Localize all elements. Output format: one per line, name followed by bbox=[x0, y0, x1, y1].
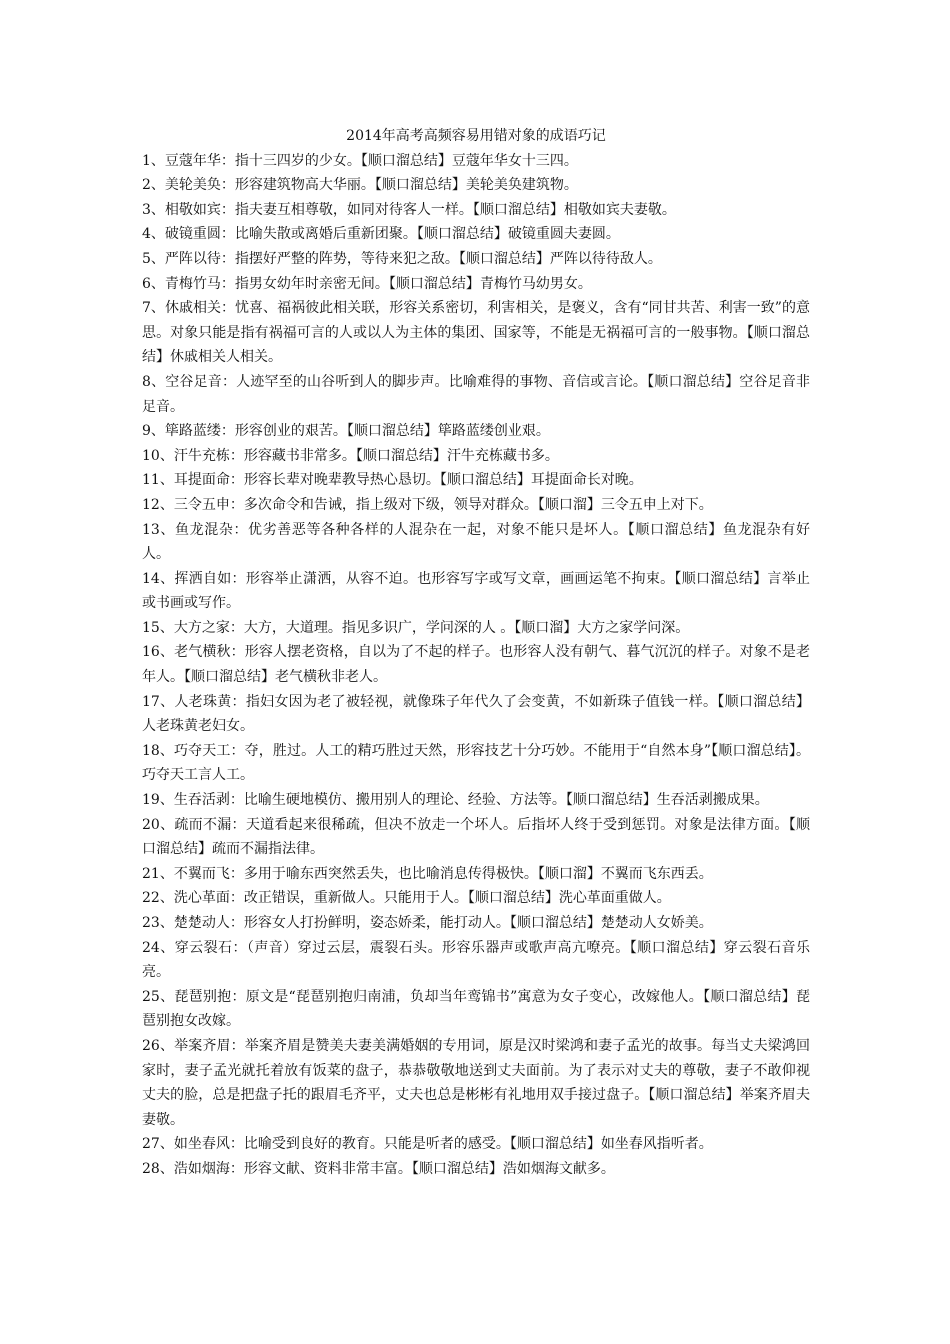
document-page bbox=[142, 124, 810, 1182]
idiom-entry-4: 4、破镜重圆：比喻失散或离婚后重新团聚。【顺口溜总结】破镜重圆夫妻圆。 bbox=[142, 226, 620, 243]
idiom-entry-6: 6、青梅竹马：指男女幼年时亲密无间。【顺口溜总结】青梅竹马幼男女。 bbox=[142, 275, 592, 292]
idiom-entry-19: 19、生吞活剥：比喻生硬地模仿、搬用别人的理论、经验、方法等。【顺口溜总结】生吞活剥搬成果。 bbox=[142, 792, 769, 809]
idiom-entry-13: 13、鱼龙混杂：优劣善恶等各种各样的人混杂在一起，对象不能只是坏人。【顺口溜总结】鱼龙混杂有好人。 bbox=[142, 521, 810, 563]
idiom-entry-26: 26、举案齐眉：举案齐眉是赞美夫妻美满婚姻的专用词，原是汉时梁鸿和妻子孟光的故事。每当丈夫梁鸿回家时，妻子孟光就托着放有饭菜的盘子，恭恭敬敬地送到丈夫面前。为了表示对丈夫的尊敬，妻子不敢仰视丈夫的脸，总是把盘子托的跟眉毛齐平，丈夫也总是彬彬有礼地用双手接过盘子。【顺口溜总结】举案齐眉夫妻敬。 bbox=[142, 1037, 810, 1128]
idiom-entry-23: 23、楚楚动人：形容女人打扮鲜明，姿态娇柔，能打动人。【顺口溜总结】楚楚动人女娇美。 bbox=[142, 915, 713, 931]
idiom-entry-27: 27、如坐春风：比喻受到良好的教育。只能是听者的感受。【顺口溜总结】如坐春风指听者。 bbox=[142, 1136, 713, 1153]
idiom-entry-12: 12、三令五申：多次命令和告诫，指上级对下级，领导对群众。【顺口溜】三令五申上对下。 bbox=[142, 496, 713, 513]
idiom-entry-1: 1、豆蔻年华：指十三四岁的少女。【顺口溜总结】豆蔻年华女十三四。 bbox=[142, 152, 578, 169]
idiom-entry-28: 28、浩如烟海：形容文献、资料非常丰富。【顺口溜总结】浩如烟海文献多。 bbox=[142, 1160, 615, 1177]
idiom-entry-8: 8、空谷足音：人迹罕至的山谷听到人的脚步声。比喻难得的事物、音信或言论。【顺口溜总结】空谷足音非足音。 bbox=[142, 373, 810, 415]
idiom-entry-15: 15、大方之家：大方，大道理。指见多识广，学问深的人 。【顺口溜】大方之家学问深。 bbox=[142, 619, 690, 636]
idiom-entry-20: 20、疏而不漏：天道看起来很稀疏，但决不放走一个坏人。后指坏人终于受到惩罚。对象是法律方面。【顺口溜总结】疏而不漏指法律。 bbox=[142, 816, 810, 858]
idiom-entry-14: 14、挥洒自如：形容举止潇洒，从容不迫。也形容写字或写文章，画画运笔不拘束。【顺口溜总结】言举止或书画或写作。 bbox=[142, 570, 810, 612]
idiom-entry-17: 17、人老珠黄：指妇女因为老了被轻视，就像珠子年代久了会变黄，不如新珠子值钱一样。【顺口溜总结】人老珠黄老妇女。 bbox=[142, 693, 810, 735]
idiom-entry-7: 7、休戚相关：忧喜、福祸彼此相关联，形容关系密切，利害相关，是褒义，含有“同甘共苦、利害一致”的意思。对象只能是指有祸福可言的人或以人为主体的集团、国家等，不能是无祸福可言的一般事物。【顺口溜总结】休戚相关人相关。 bbox=[142, 300, 810, 366]
idiom-entry-22: 22、洗心革面：改正错误，重新做人。只能用于人。【顺口溜总结】洗心革面重做人。 bbox=[142, 890, 671, 907]
idiom-entry-11: 11、耳提面命：形容长辈对晚辈教导热心恳切。【顺口溜总结】耳提面命长对晚。 bbox=[142, 472, 643, 489]
idiom-entry-9: 9、筚路蓝缕：形容创业的艰苦。【顺口溜总结】筚路蓝缕创业艰。 bbox=[142, 423, 550, 440]
idiom-entry-10: 10、汗牛充栋：形容藏书非常多。【顺口溜总结】汗牛充栋藏书多。 bbox=[142, 447, 559, 464]
idiom-entry-21: 21、不翼而飞：多用于喻东西突然丢失，也比喻消息传得极快。【顺口溜】不翼而飞东西丢。 bbox=[142, 865, 713, 882]
idiom-entry-2: 2、美轮美奂：形容建筑物高大华丽。【顺口溜总结】美轮美奂建筑物。 bbox=[142, 177, 578, 194]
document-title: 2014年高考高频容易用错对象的成语巧记 bbox=[346, 128, 606, 144]
idiom-entry-16: 16、老气横秋：形容人摆老资格，自以为了不起的样子。也形容人没有朝气、暮气沉沉的样子。对象不是老年人。【顺口溜总结】老气横秋非老人。 bbox=[142, 644, 810, 686]
idiom-entry-25: 25、琵琶别抱：原文是“琵琶别抱归南浦，负却当年鸾锦书”寓意为女子变心，改嫁他人。【顺口溜总结】琵琶别抱女改嫁。 bbox=[142, 988, 810, 1030]
idiom-entry-3: 3、相敬如宾：指夫妻互相尊敬，如同对待客人一样。【顺口溜总结】相敬如宾夫妻敬。 bbox=[142, 201, 676, 218]
idiom-entry-24: 24、穿云裂石：（声音）穿过云层，震裂石头。形容乐器声或歌声高亢嘹亮。【顺口溜总结】穿云裂石音乐亮。 bbox=[142, 939, 810, 981]
idiom-entry-5: 5、严阵以待：指摆好严整的阵势，等待来犯之敌。【顺口溜总结】严阵以待待敌人。 bbox=[142, 250, 662, 267]
idiom-entry-18: 18、巧夺天工：夺，胜过。人工的精巧胜过天然，形容技艺十分巧妙。不能用于“自然本身”【顺口溜总结】。巧夺天工言人工。 bbox=[142, 742, 810, 784]
